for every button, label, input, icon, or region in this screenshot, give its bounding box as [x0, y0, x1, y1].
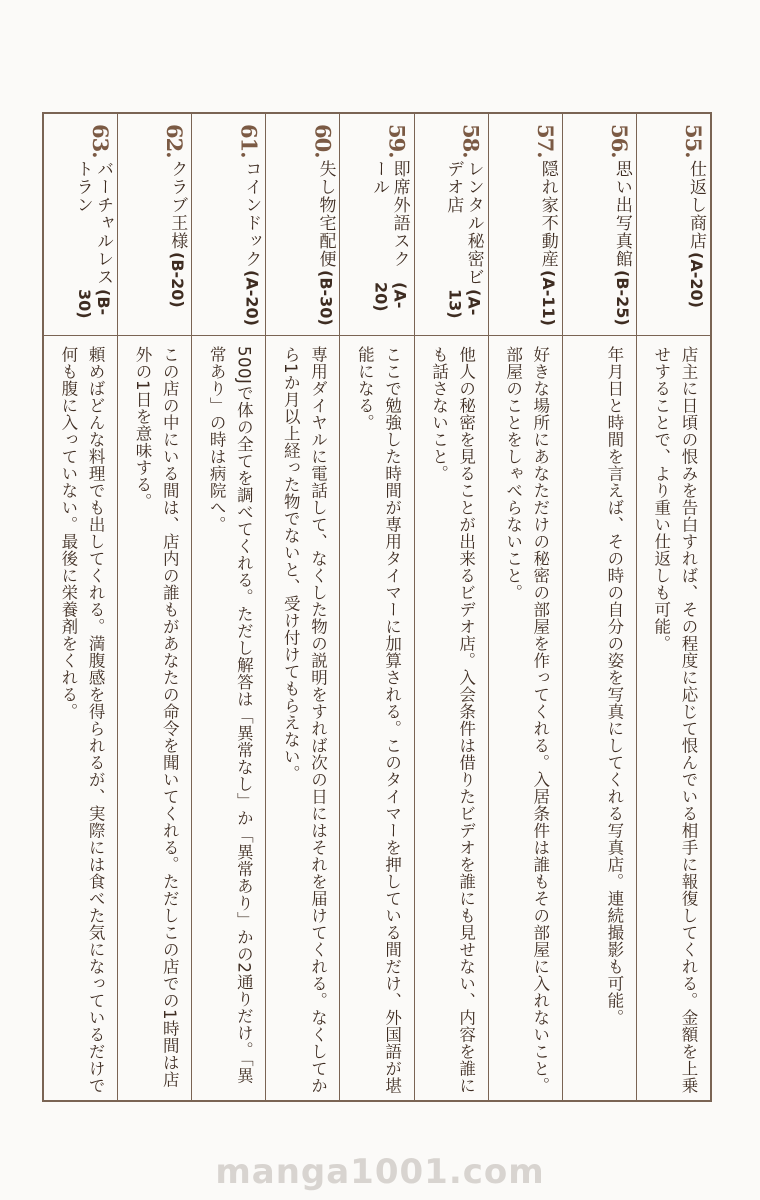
- shop-rank: (B-20): [168, 251, 188, 308]
- entry-header: [489, 114, 562, 336]
- entry-61: [191, 114, 265, 1100]
- shop-rank: (B-30): [316, 269, 336, 326]
- shop-description: 頼めばどんな料理でも出してくれる。満腹感を得られるが、実際には食べた気になっているだけで何も腹に入っていない。最後に栄養剤をくれる。: [58, 346, 106, 1094]
- entry-63: [44, 114, 117, 1100]
- shop-description: 好きな場所にあなただけの秘密の部屋を作ってくれる。入居条件は誰もその部屋に入れないこと。部屋のことをしゃべらないこと。: [503, 346, 550, 1094]
- entry-62: [117, 114, 191, 1100]
- entry-number: 61.: [236, 124, 262, 158]
- entry-header: [266, 114, 339, 336]
- entry-60: [265, 114, 339, 1100]
- entry-55: [636, 114, 710, 1100]
- shop-name: 失し物宅配便: [315, 159, 336, 268]
- shop-rank: (B-30): [75, 289, 114, 319]
- shop-name: クラブ王様: [167, 159, 188, 250]
- entry-number: 59.: [384, 124, 410, 158]
- shop-list-table: [42, 112, 712, 1102]
- shop-name: コインドック: [241, 159, 262, 268]
- entry-header: [637, 114, 710, 336]
- shop-name: 隠れ家不動産: [537, 159, 558, 268]
- entry-header: [415, 114, 488, 336]
- shop-rank: (A-20): [687, 251, 706, 308]
- entry-58: [414, 114, 488, 1100]
- entry-57: [488, 114, 562, 1100]
- shop-name: バーチャルレストラン: [72, 159, 114, 286]
- entry-number: 63.: [88, 124, 114, 158]
- entry-number: 58.: [458, 124, 484, 158]
- shop-rank: (A-13): [445, 289, 484, 319]
- entry-56: [562, 114, 636, 1100]
- entry-number: 57.: [532, 124, 558, 158]
- shop-rank: (A-11): [538, 269, 558, 326]
- entry-number: 62.: [162, 124, 188, 158]
- shop-description: 他人の秘密を見ることが出来るビデオ店。入会条件は借りたビデオを誰にも見せない、内容を誰にも話さないこと。: [429, 346, 476, 1094]
- shop-description: 年月日と時間を言えば、その時の自分の姿を写真にしてくれる写真店。連続撮影も可能。: [604, 346, 624, 1026]
- entry-header: [44, 114, 117, 336]
- shop-rank: (A-20): [242, 269, 262, 326]
- entry-header: [192, 114, 265, 336]
- site-watermark: manga1001.com: [215, 1152, 545, 1192]
- entry-header: [118, 114, 191, 336]
- entry-59: [339, 114, 413, 1100]
- entry-number: 56.: [606, 124, 632, 158]
- shop-name: 思い出写真館: [611, 159, 632, 268]
- shop-description: 店主に日頃の恨みを告白すれば、その程度に応じて恨んでいる相手に報復してくれる。金額を上乗せすることで、より重い仕返しも可能。: [651, 346, 698, 1094]
- shop-description: この店の中にいる間は、店内の誰もがあなたの命令を聞いてくれる。ただしこの店での1時間は店外の1日を意味する。: [133, 346, 180, 1088]
- entry-header: [340, 114, 413, 336]
- shop-name: レンタル秘密ビデオ店: [443, 159, 484, 286]
- shop-description: 専用ダイヤルに電話して、なくした物の説明をすれば次の日にはそれを届けてくれる。なくしてから1か月以上経った物でないと、受け付けてもらえない。: [281, 346, 328, 1094]
- entry-number: 55.: [681, 124, 706, 158]
- shop-name: 仕返し商店: [686, 159, 706, 250]
- shop-description: 500Jで体の全てを調べてくれる。ただし解答は「異常なし」か「異常あり」かの2通りだけ。「異常あり」の時は病院へ。: [207, 346, 254, 1085]
- entry-header: [563, 114, 636, 336]
- shop-name: 即席外語スクール: [369, 159, 410, 268]
- shop-description: ここで勉強した時間が専用タイマーに加算される。このタイマーを押している間だけ、外国語が堪能になる。: [355, 346, 402, 1094]
- entry-number: 60.: [310, 124, 336, 158]
- shop-rank: (B-25): [612, 269, 632, 326]
- shop-rank: (A-20): [371, 282, 410, 312]
